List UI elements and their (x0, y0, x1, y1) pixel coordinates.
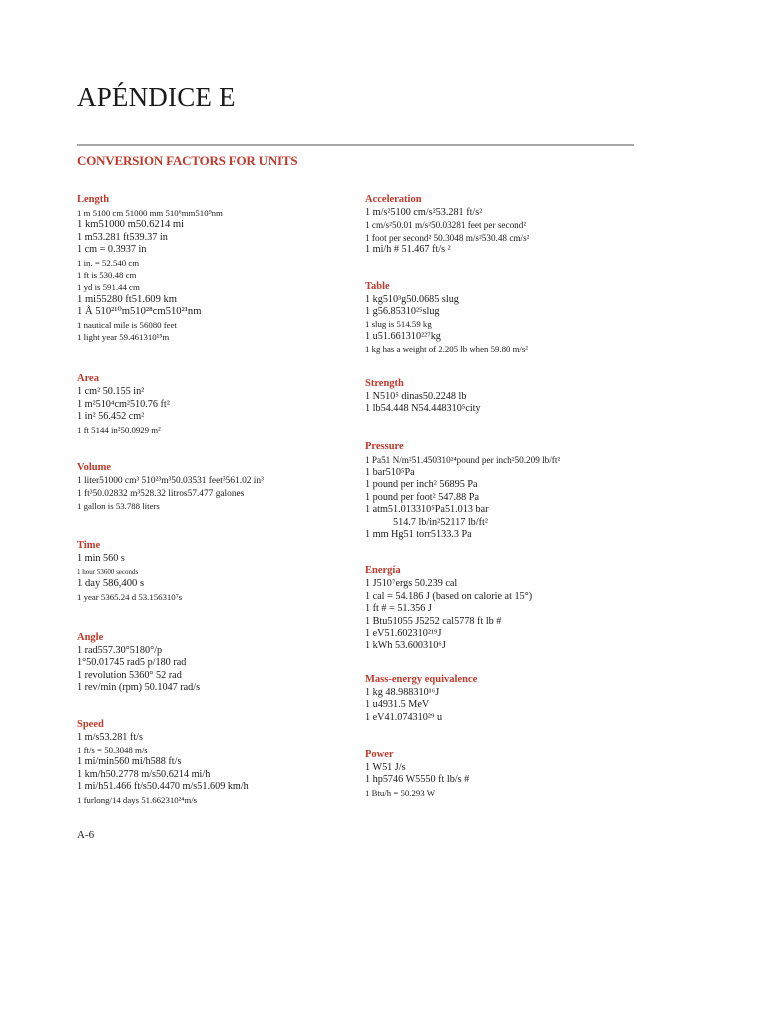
conversion-line: 1 kg 48.988310¹⁶J (365, 686, 440, 698)
time-section (77, 539, 362, 603)
page-number: A-6 (77, 829, 95, 841)
conversion-line: 1 ft/s = 50.3048 m/s (77, 744, 148, 755)
conversion-line: 1 year 5365.24 d 53.156310⁷s (77, 591, 183, 602)
title-divider (77, 144, 634, 146)
length-section (77, 193, 362, 343)
conversion-line: 1 day 586,400 s (77, 578, 145, 590)
section-heading: Area (77, 373, 99, 385)
section-heading: Pressure (365, 441, 404, 453)
section-heading: Volume (77, 462, 112, 474)
left-column (77, 193, 362, 806)
conversion-line: 1 g56.85310²⁵slug (365, 306, 440, 318)
conversion-line: 1 pound per inch² 56895 Pa (365, 479, 478, 491)
conversion-line: 1 mm Hg51 torr5133.3 Pa (365, 528, 472, 540)
section-heading: Acceleration (365, 194, 422, 205)
conversion-line: 1 atm51.013310⁵Pa51.013 bar (365, 504, 489, 516)
pressure-section (365, 440, 650, 541)
conversion-line: 1 mi/h # 51.467 ft/s ² (365, 244, 451, 256)
conversion-line: 1 hour 53600 seconds (77, 567, 139, 576)
conversion-line: 1 kg510³g50.0685 slug (365, 293, 459, 305)
conversion-line: 1 N510⁵ dinas50.2248 lb (365, 390, 467, 402)
conversion-line: 1 J510⁷ergs 50.239 cal (365, 578, 458, 590)
section-heading: Time (77, 540, 101, 552)
conversion-line: 1 mi/min560 mi/h588 ft/s (77, 756, 182, 768)
conversion-line: 1 ft 5144 in²50.0929 m² (77, 424, 161, 435)
conversion-line: 1 yd is 591.44 cm (77, 282, 140, 293)
conversion-line: 1 cm² 50.155 in² (77, 386, 145, 398)
conversion-line: 1 Btu/h = 50.293 W (365, 787, 436, 798)
section-heading: Angle (77, 631, 104, 643)
table-section (365, 280, 650, 356)
conversion-line: 1 ft is 530.48 cm (77, 270, 137, 281)
conversion-line: 1 m/s²5100 cm/s²53.281 ft/s² (365, 207, 483, 218)
acceleration-section (365, 193, 650, 257)
conversion-line: 1 m/s53.281 ft/s (77, 731, 143, 743)
conversion-line: 1 u51.661310²²⁷kg (365, 330, 441, 342)
conversion-line: 1 mi55280 ft51.609 km (77, 293, 178, 305)
conversion-line: 1 kg has a weight of 2.205 lb when 59.80 m/s² (365, 344, 528, 355)
conversion-line: 1 foot per second² 50.3048 m/s²530.48 cm/s² (365, 232, 530, 243)
conversion-line: 1 ft³50.02832 m³528.32 litros57.477 galones (77, 488, 245, 499)
conversion-line: 1 eV51.602310²¹⁹J (365, 627, 442, 639)
section-heading: Energía (365, 565, 401, 577)
power-section (365, 748, 650, 799)
conversion-line: 1 cm = 0.3937 in (77, 244, 147, 256)
conversion-line: 1 in² 56.452 cm² (77, 411, 145, 423)
mass-energy-section (365, 673, 650, 724)
conversion-line: 1 Pa51 N/m²51.450310²⁴pound per inch²50.209 lb/ft² (365, 455, 561, 466)
conversion-line: 1 light year 59.461310¹⁵m (77, 332, 170, 343)
conversion-line: 1 nautical mile is 56080 feet (77, 319, 177, 330)
page-title: APÉNDICE E (77, 82, 236, 112)
conversion-line: 1 km/h50.2778 m/s50.6214 mi/h (77, 768, 211, 780)
conversion-line: 1 gallon is 53.788 liters (77, 500, 160, 511)
conversion-line: 1 Btu51055 J5252 cal5778 ft lb # (365, 615, 502, 627)
section-heading: Power (365, 748, 394, 760)
conversion-line: 1 cm/s²50.01 m/s²50.03281 feet per second² (365, 220, 527, 231)
conversion-line: 1 bar510⁵Pa (365, 466, 415, 478)
conversion-line: 1 hp5746 W5550 ft lb/s # (365, 774, 470, 786)
conversion-line: 1 W51 J/s (365, 761, 406, 773)
conversion-line: 1 furlong/14 days 51.662310²⁴m/s (77, 794, 198, 805)
conversion-line: 514.7 lb/in²52117 lb/ft² (393, 516, 488, 528)
section-heading: Strength (365, 377, 404, 389)
conversion-line: 1 kWh 53.600310⁶J (365, 640, 446, 652)
conversion-line: 1 mi/h51.466 ft/s50.4470 m/s51.609 km/h (77, 781, 249, 793)
conversion-line: 1 liter51000 cm³ 510²³m³50.03531 feet³561.02 in³ (77, 476, 264, 487)
conversion-line: 1 km51000 m50.6214 mi (77, 219, 185, 231)
conversion-line: 1 pound per foot² 547.88 Pa (365, 491, 479, 503)
conversion-line: 1 ft # = 51.356 J (365, 603, 432, 615)
conversion-line: 1 m53.281 ft539.37 in (77, 231, 168, 243)
section-heading: Mass-energy equivalence (365, 673, 478, 685)
speed-section (77, 718, 362, 806)
energy-section (365, 564, 650, 652)
conversion-line: 1 eV41.074310²⁹ u (365, 711, 443, 723)
conversion-line: 1 Å 510²¹⁰m510²⁸cm510²¹nm (77, 306, 202, 318)
conversion-line: 1 lb54.448 N54.448310⁵city (365, 403, 481, 415)
conversion-line: 1 rev/min (rpm) 50.1047 rad/s (77, 682, 201, 694)
strength-section (365, 377, 650, 416)
conversion-line: 1 u4931.5 MeV (365, 699, 430, 711)
conversion-line: 1 in. = 52.540 cm (77, 257, 140, 268)
section-heading: Speed (77, 718, 104, 730)
section-heading: Table (365, 280, 390, 292)
conversion-line: 1 rad557.30°5180°/p (77, 644, 163, 656)
conversion-line: 1 cal = 54.186 J (based on calorie at 15°) (365, 590, 533, 602)
conversion-line: 1 revolution 5360° 52 rad (77, 669, 182, 681)
conversion-line: 1 min 560 s (77, 553, 125, 565)
conversion-line: 1 slug is 514.59 kg (365, 319, 432, 330)
conversion-line: 1°50.01745 rad5 p/180 rad (77, 657, 187, 669)
volume-section (77, 461, 362, 512)
conversion-line: 1 m 5100 cm 51000 mm 510⁶mm510⁹nm (77, 208, 223, 218)
angle-section (77, 631, 362, 695)
area-section (77, 372, 362, 436)
section-subtitle: CONVERSION FACTORS FOR UNITS (77, 153, 298, 168)
section-heading: Length (77, 194, 110, 205)
conversion-line: 1 m²510⁴cm²510.76 ft² (77, 398, 170, 410)
right-column (365, 193, 650, 799)
